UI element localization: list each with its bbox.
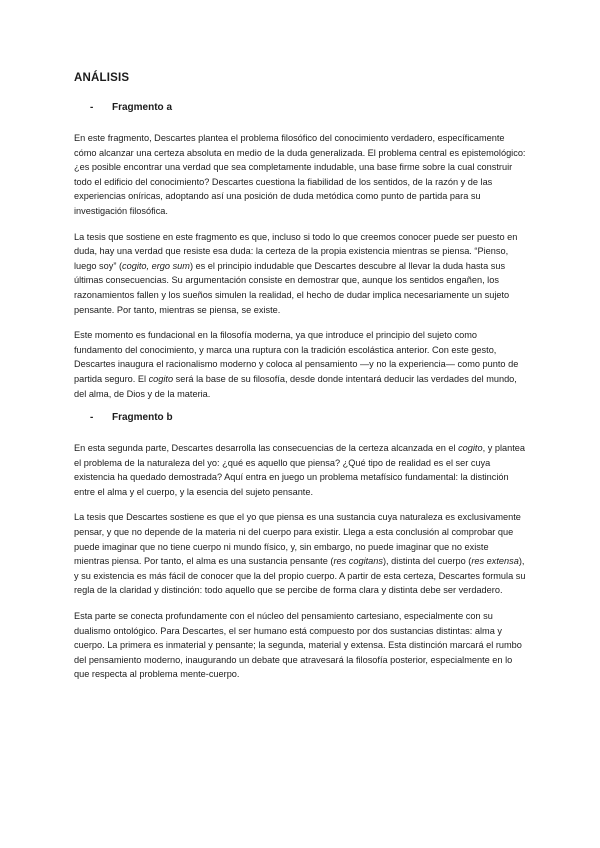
text-run: En esta segunda parte, Descartes desarrolla las consecuencias de la certeza alcanzada en el [74,443,459,454]
subheading-label: Fragmento a [112,102,173,113]
text-run: , y plantea el problema de la naturaleza del yo: ¿qué es aquello que piensa? ¿Qué tipo de realidad es el ser cuya existencia ha quedado demostrada? Aquí entra en juego un problema metafísico fundamental: la distinción entre el alma y el cuerpo, y la esencia del sujeto pensante. [74,443,526,497]
text-run: La tesis que Descartes sostiene es que el yo que piensa es una sustancia cuya naturaleza es exclusivamente pensar, y que no depende de la materia ni del cuerpo para existir. Llega a esta conclusión al comprobar que puede imaginar que no tiene cuerpo ni mundo físico, y, sin embargo, no puede imaginar que no existe mientras piensa. Por tanto, el alma es una sustancia pensante ( [74,512,521,567]
paragraph-a3 [74,328,526,401]
text-run: Este momento es fundacional en la filosofía moderna, ya que introduce el principio del sujeto como fundamento del conocimiento, y marca una ruptura con la tradición escolástica anterior. Con este gesto, Descartes inaugura el racionalismo moderno y coloca al pensamiento —y no la experiencia— como punto de partida seguro. El [74,330,519,384]
paragraph-a1: En este fragmento, Descartes plantea el problema filosófico del conocimiento verdadero, específicamente cómo alcanzar una certeza absoluta en medio de la duda generalizada. El problema central es epistemológico: ¿es posible encontrar una verdad que sea completamente indudable, una base firme sobre la cual construir todo el edificio del conocimiento? Descartes cuestiona la fiabilidad de los sentidos, de la razón y de las experiencias oníricas, adoptando así una posición de duda metódica como punto de partida para su investigación filosófica. [74,133,526,216]
subheading-label: Fragmento b [112,412,173,424]
paragraph-b2 [74,510,526,598]
subheading-fragment-a [90,102,526,113]
italic-term: cogito [458,443,483,454]
text-run: ), distinta del cuerpo ( [383,556,472,567]
subheading-fragment-b [90,412,526,423]
text-run: La tesis que sostiene en este fragmento es que, incluso si todo lo que creemos conocer puede ser puesto en duda, hay una verdad que resiste esa duda: la certeza de la propia existencia mientras se piensa. “Pienso, luego soy” ( [74,231,518,271]
text-run: ), y su existencia es más fácil de conocer que la del propio cuerpo. A partir de esta certeza, Descartes formula su regla de la claridad y distinción: todo aquello que se percibe de forma clara y distinta debe ser verdadero. [74,556,526,596]
paragraph-a2 [74,230,526,318]
paragraph-b1 [74,441,526,499]
list-dash: - [90,102,94,113]
list-dash: - [90,412,94,424]
italic-term: res extensa [471,556,519,567]
page-title: ANÁLISIS [74,72,130,84]
italic-term: res cogitans [333,556,383,567]
italic-term: cogito [148,373,174,384]
text-run: ) es el principio indudable que Descartes descubre al llevar la duda hasta sus últimas consecuencias. Su argumentación consiste en demostrar que, aunque los sentidos engañen, los razonamientos fallen y los sueños simulen la realidad, el hecho de dudar implica necesariamente un sujeto pensante. Por tanto, mientras se piensa, se existe. [74,260,510,315]
paragraph-b3: Esta parte se conecta profundamente con el núcleo del pensamiento cartesiano, especialmente con su dualismo ontológico. Para Descartes, el ser humano está compuesto por dos sustancias distintas: alma y cuerpo. La primera es inmaterial y pensante; la segunda, material y extensa. Esta distinción marcará el rumbo del pensamiento moderno, inaugurando un debate que atravesará la filosofía posterior, especialmente en lo que respecta al problema mente-cuerpo. [74,611,522,680]
text-run: será la base de su filosofía, desde donde intentará deducir las verdades del mundo, del alma, de Dios y de la materia. [74,373,517,399]
italic-term: cogito, ergo sum [122,260,190,271]
